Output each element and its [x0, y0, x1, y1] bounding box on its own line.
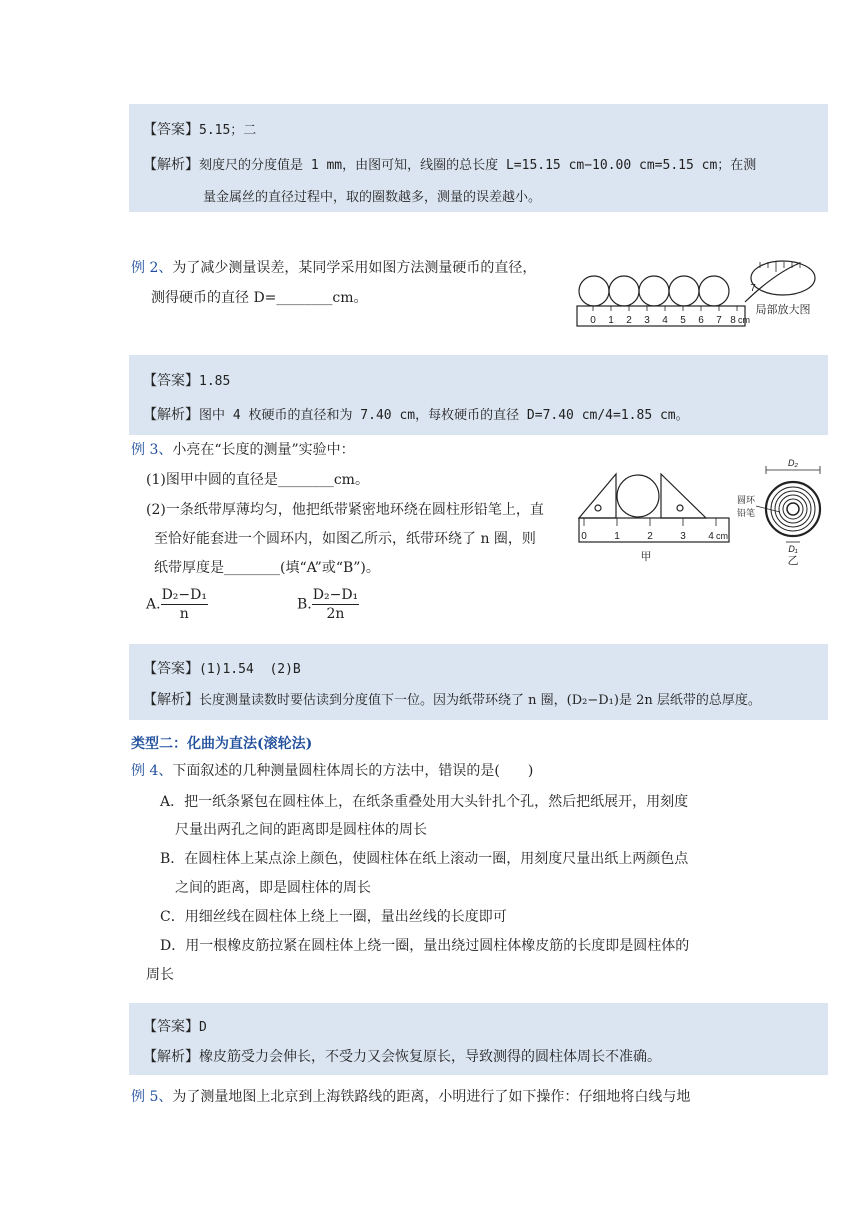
- answer-label: 【答案】: [143, 661, 199, 677]
- example-2-text-1: 为了减少测量误差，某同学采用如图方法测量硬币的直径，: [172, 260, 537, 276]
- example-4-option-b-1: B．在圆柱体上某点涂上颜色，使圆柱体在纸上滚动一圈，用刻度尺量出纸上两颜色点: [160, 851, 689, 867]
- example-4-option-b-2: 之间的距离，即是圆柱体的周长: [175, 880, 371, 896]
- example-3-q1: (1)图甲中圆的直径是________cm。: [146, 472, 369, 488]
- answer-box-2: [129, 355, 828, 435]
- answer-box-1: [129, 104, 828, 212]
- jia-tick-0: 0: [581, 531, 587, 542]
- example-2-label: 例 2、: [131, 260, 173, 276]
- answer-text: (1)1.54 (2)B: [199, 662, 301, 677]
- example-3-q2-2: 至恰好能套进一个圆环内，如图乙所示，纸带环绕了 n 圈，则: [154, 531, 536, 547]
- answer-label: 【答案】: [143, 373, 199, 389]
- option-b-fraction: [312, 586, 359, 623]
- option-a-fraction: [161, 586, 208, 623]
- jia-tick-2: 2: [647, 531, 653, 542]
- figure-yi: [734, 456, 830, 566]
- answer-box-3: [129, 644, 828, 720]
- example-4-option-d-1: D．用一根橡皮筋拉紧在圆柱体上绕一圈，量出绕过圆柱体橡皮筋的长度即是圆柱体的: [160, 938, 690, 954]
- answer-line: [143, 370, 230, 390]
- ruler-tick-6: 6: [698, 315, 704, 326]
- figure-jia: [576, 464, 736, 566]
- option-b-label: B.: [297, 596, 312, 613]
- analysis-line: [143, 404, 689, 424]
- analysis-text: 橡皮筋受力会伸长，不受力又会恢复原长，导致测得的圆柱体周长不准确。: [199, 1049, 661, 1065]
- ruler-tick-0: 0: [590, 315, 596, 326]
- example-4-option-d-2: 周长: [146, 967, 174, 983]
- example-3-q2-1: (2)一条纸带厚薄均匀，他把纸带紧密地环绕在圆柱形铅笔上，直: [146, 502, 544, 518]
- analysis-label: 【解析】: [143, 157, 199, 173]
- jia-unit: cm: [716, 531, 728, 541]
- ruler-tick-7: 7: [716, 315, 722, 326]
- answer-label: 【答案】: [143, 1019, 199, 1035]
- analysis-label: 【解析】: [143, 407, 199, 423]
- coin-ruler-figure: [575, 258, 820, 330]
- answer-text: D: [199, 1020, 207, 1035]
- jia-caption: 甲: [640, 551, 652, 563]
- example-5-text: 为了测量地图上北京到上海铁路线的距离，小明进行了如下操作：仔细地将白线与地: [172, 1089, 691, 1105]
- d2-label: D₂: [788, 458, 798, 468]
- example-3-label: 例 3、: [131, 442, 173, 458]
- pencil-label: 铅笔: [736, 508, 756, 518]
- analysis-line: [143, 689, 761, 709]
- option-a-numerator: D₂−D₁: [161, 587, 207, 603]
- d1-label: D₁: [788, 544, 798, 554]
- answer-line: [143, 658, 301, 678]
- ruler-tick-4: 4: [662, 315, 668, 326]
- example-4-option-c: C．用细丝线在圆柱体上绕上一圈，量出丝线的长度即可: [160, 909, 507, 925]
- jia-tick-4: 4: [708, 531, 714, 542]
- answer-line: [143, 1016, 207, 1036]
- analysis-text: 长度测量读数时要估读到分度值下一位。因为纸带环绕了 n 圈，(D₂−D₁)是 2n 层纸带的总厚度。: [199, 693, 761, 708]
- example-4-line: [131, 760, 533, 780]
- jia-tick-1: 1: [614, 531, 620, 542]
- option-b-numerator: D₂−D₁: [312, 587, 359, 603]
- ruler-tick-2: 2: [626, 315, 632, 326]
- ruler-tick-5: 5: [680, 315, 686, 326]
- answer-label: 【答案】: [143, 122, 199, 138]
- example-2-line-1: [131, 257, 536, 277]
- example-4-stem: 下面叙述的几种测量圆柱体周长的方法中，错误的是( ): [172, 763, 534, 779]
- analysis-line: [143, 154, 756, 174]
- option-a-label: A.: [146, 596, 161, 613]
- ruler-tick-1: 1: [608, 315, 614, 326]
- answer-line: [143, 119, 256, 139]
- zoom-caption: 局部放大图: [755, 304, 811, 316]
- analysis-text: 图中 4 枚硬币的直径和为 7.40 cm，每枚硬币的直径 D=7.40 cm/4=1.85 cm。: [199, 408, 689, 423]
- example-3-intro: 小亮在“长度的测量”实验中：: [172, 442, 355, 458]
- ruler-tick-8: 8: [730, 315, 736, 326]
- option-b-denominator: 2n: [326, 606, 345, 622]
- example-4-option-a-1: A．把一纸条紧包在圆柱体上，在纸条重叠处用大头针扎个孔，然后把纸展开，用刻度: [160, 794, 689, 810]
- option-a: [146, 586, 208, 623]
- analysis-text-2: 量金属丝的直径过程中，取的圈数越多，测量的误差越小。: [203, 190, 542, 205]
- answer-text: 5.15；二: [199, 123, 257, 138]
- example-2-text-2: 测得硬币的直径 D=________cm。: [151, 290, 368, 306]
- analysis-line: [143, 1046, 661, 1066]
- option-a-denominator: n: [179, 606, 189, 622]
- answer-box-4: [129, 1003, 828, 1075]
- option-b: [297, 586, 359, 623]
- ruler-tick-3: 3: [644, 315, 650, 326]
- example-5-line: [131, 1086, 690, 1106]
- example-3-line: [131, 439, 355, 459]
- analysis-text-1: 刻度尺的分度值是 1 mm，由图可知，线圈的总长度 L=15.15 cm−10.00 cm=5.15 cm；在测: [199, 158, 757, 173]
- jia-tick-3: 3: [680, 531, 686, 542]
- example-4-label: 例 4、: [131, 763, 173, 779]
- ring-label: 圆环: [736, 495, 756, 505]
- example-4-option-a-2: 尺量出两孔之间的距离即是圆柱体的周长: [175, 822, 427, 838]
- analysis-label: 【解析】: [143, 692, 199, 708]
- ruler-unit: cm: [738, 315, 750, 325]
- example-5-label: 例 5、: [131, 1089, 173, 1105]
- analysis-label: 【解析】: [143, 1049, 199, 1065]
- answer-text: 1.85: [199, 374, 231, 389]
- yi-caption: 乙: [787, 555, 799, 566]
- example-3-q2-3: 纸带厚度是________(填“A”或“B”)。: [154, 560, 380, 576]
- zoom-tick: 7: [750, 283, 756, 294]
- type-2-heading: 类型二：化曲为直法(滚轮法): [131, 736, 313, 752]
